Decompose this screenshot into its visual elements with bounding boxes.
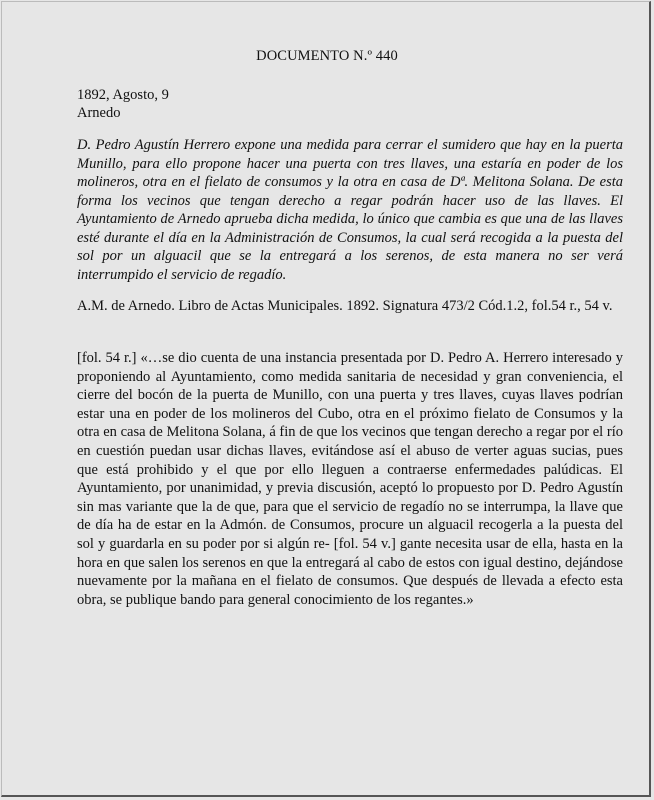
document-source: A.M. de Arnedo. Libro de Actas Municipales. 1892. Signatura 473/2 Cód.1.2, fol.54 r., 54 v. [77, 298, 613, 314]
document-meta [77, 86, 169, 122]
document-title: DOCUMENTO N.º 440 [256, 48, 398, 64]
document-place: Arnedo [77, 105, 121, 121]
document-summary: D. Pedro Agustín Herrero expone una medida para cerrar el sumidero que hay en la puerta Munillo, para ello propone hacer una puerta con tres llaves, una estaría en poder de los molineros, otra en el fielato de consumos y la otra en casa de Dª. Melitona Solana. De esta forma los vecinos que tengan derecho a regar podrán hacer uso de las llaves. El Ayuntamiento de Arnedo aprueba dicha medida, lo único que cambia es que una de las llaves esté durante el día en la Administración de Consumos, la cual será recogida a la puesta del sol por un alguacil que se la entregará a los serenos, de esta manera no ser verá interrumpido el servicio de regadío. [77, 137, 623, 283]
document-date: 1892, Agosto, 9 [77, 87, 169, 103]
document-transcription: [fol. 54 r.] «…se dio cuenta de una instancia presentada por D. Pedro A. Herrero interesado y proponiendo al Ayuntamiento, como medida sanitaria de necesidad y gran conveniencia, el cierre del bocón de la puerta de Munillo, con una puerta y tres llaves, cuyas llaves podrían estar una en poder de los molineros del Cubo, otra en el próximo fielato de Consumos y la otra en casa de Melitona Solana, á fin de que los vecinos que tengan derecho a regar por el río en cuestión puedan usar dichas llaves, evitándose así el abuso de verter aguas sucias, pues que está prohibido y el que por ello lleguen a contraerse enfermedades palúdicas. El Ayuntamiento, por unanimidad, y previa discusión, aceptó lo propuesto por D. Pedro Agustín sin mas variante que la de que, para que el servicio de regadío no se interrumpa, la llave que de día ha de estar en la Admón. de Consumos, procure un alguacil recogerla a la puesta del sol y guardarla en su poder por si algún re- [fol. 54 v.] gante necesita usar de ella, hasta en la hora en que salen los serenos en que la entregará al cabo de estos con igual destino, dejándose nuevamente por la mañana en el fielato de consumos. Que después de llevada a efecto esta obra, se publique bando para general conocimiento de los regantes.» [77, 350, 623, 608]
